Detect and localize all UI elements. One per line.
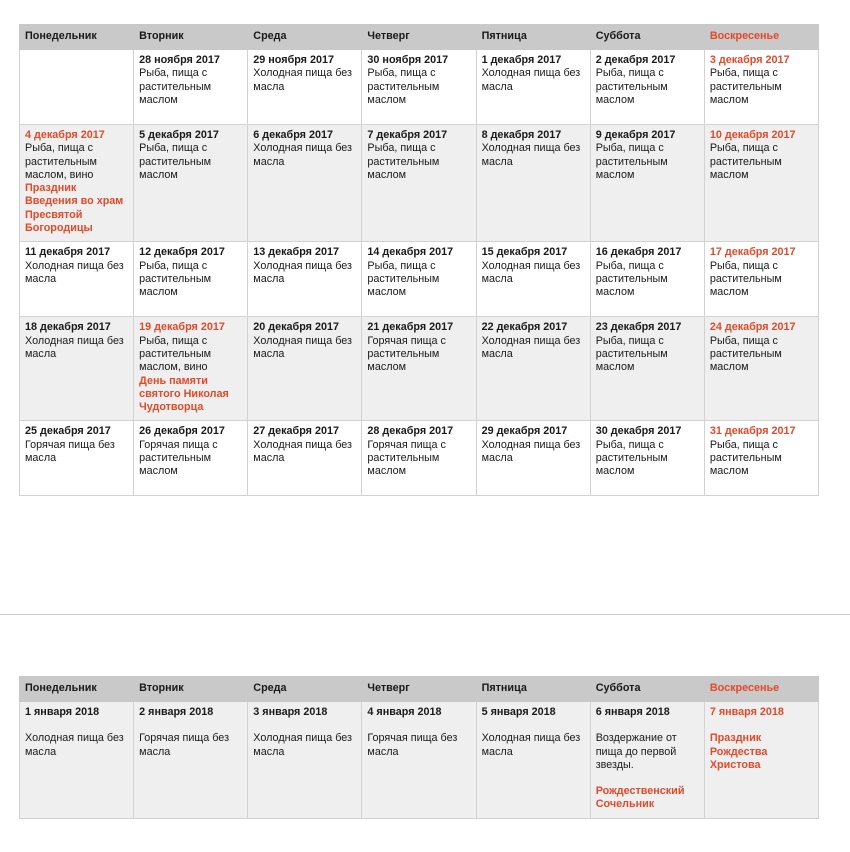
day-cell [20, 421, 134, 496]
day-date: 29 ноября 2017 [253, 54, 335, 66]
fasting-rule: Холодная пища без масла [253, 438, 352, 465]
week-row [20, 317, 819, 421]
day-date: 7 января 2018 [709, 706, 784, 718]
fasting-rule: Рыба, пища с растительным маслом [367, 67, 440, 106]
day-cell [362, 317, 476, 421]
day-cell [704, 702, 818, 819]
day-cell [590, 242, 704, 317]
december-calendar-table [19, 24, 819, 496]
day-date: 16 декабря 2017 [595, 246, 682, 259]
day-cell [704, 421, 818, 496]
fasting-rule: Рыба, пища с растительным маслом [595, 259, 668, 299]
weekday-header: Понедельник [20, 677, 134, 702]
week-row [20, 125, 819, 242]
fasting-rule: Рыба, пища с растительным маслом [139, 259, 212, 299]
day-date: 21 декабря 2017 [367, 321, 454, 334]
feast-day-label: День памяти святого Николая Чудотворца [139, 374, 229, 414]
day-date: 30 ноября 2017 [367, 54, 449, 66]
fasting-rule: Горячая пища без масла [25, 438, 115, 465]
day-cell [248, 242, 362, 317]
day-cell [476, 317, 590, 421]
fasting-rule: Воздержание от пища до первой звезды. [595, 732, 677, 771]
day-cell [704, 50, 818, 125]
day-date: 8 декабря 2017 [481, 129, 562, 141]
fasting-rule: Горячая пища без масла [367, 732, 458, 758]
weekday-header: Пятница [476, 677, 590, 702]
weekday-header: Суббота [590, 677, 704, 702]
day-cell [20, 702, 134, 819]
day-cell [362, 242, 476, 317]
day-date: 6 января 2018 [595, 706, 670, 718]
day-cell [476, 702, 590, 819]
day-date: 6 декабря 2017 [253, 129, 333, 141]
page-divider [0, 614, 850, 615]
fasting-rule: Холодная пища без масла [481, 732, 581, 758]
day-cell [134, 50, 248, 125]
fasting-rule: Холодная пища без масла [253, 334, 352, 360]
day-date: 3 января 2018 [253, 706, 328, 718]
day-cell [134, 702, 248, 819]
day-date: 4 декабря 2017 [25, 129, 105, 141]
fasting-rule: Рыба, пища с растительным маслом [709, 142, 782, 181]
day-cell [590, 50, 704, 125]
january-weeks [20, 702, 819, 819]
day-cell [20, 50, 134, 125]
fasting-rule: Холодная пища без масла [25, 334, 124, 360]
weekday-header: Суббота [590, 25, 704, 50]
weekday-header-sunday: Воскресенье [704, 25, 818, 50]
day-date: 2 января 2018 [139, 706, 214, 718]
week-row [20, 242, 819, 317]
day-date: 30 декабря 2017 [595, 425, 682, 438]
feast-day-label: Праздник Рождества Христова [709, 732, 768, 771]
day-cell [134, 242, 248, 317]
day-cell [476, 125, 590, 242]
day-date: 15 декабря 2017 [481, 246, 568, 259]
day-date: 7 декабря 2017 [367, 129, 448, 141]
day-cell [362, 421, 476, 496]
week-row [20, 50, 819, 125]
day-date: 2 декабря 2017 [595, 54, 676, 66]
fasting-rule: Рыба, пища с растительным маслом [139, 67, 212, 106]
day-cell [590, 702, 704, 819]
week-row [20, 702, 819, 819]
fasting-rule: Рыба, пища с растительным маслом [709, 334, 782, 374]
fasting-rule: Рыба, пища с растительным маслом [709, 438, 782, 478]
weekday-header: Пятница [476, 25, 590, 50]
day-cell [248, 421, 362, 496]
day-date: 20 декабря 2017 [253, 321, 339, 334]
day-cell [590, 421, 704, 496]
day-cell [134, 317, 248, 421]
weekday-header: Вторник [134, 677, 248, 702]
fasting-rule: Горячая пища с растительным маслом [139, 438, 218, 478]
fasting-rule: Холодная пища без масла [253, 259, 352, 285]
day-date: 4 января 2018 [367, 706, 442, 718]
weekday-header-row [20, 25, 819, 50]
day-cell [362, 50, 476, 125]
december-weeks [20, 50, 819, 496]
fasting-rule: Рыба, пища с растительным маслом [595, 67, 668, 106]
day-date: 11 декабря 2017 [25, 246, 111, 259]
day-cell [20, 125, 134, 242]
day-cell [134, 421, 248, 496]
fasting-rule: Холодная пища без масла [253, 732, 352, 758]
day-date: 10 декабря 2017 [709, 129, 796, 141]
day-date: 14 декабря 2017 [367, 246, 454, 259]
weekday-header: Четверг [362, 677, 476, 702]
fasting-rule: Холодная пища без масла [25, 259, 124, 285]
day-date: 23 декабря 2017 [595, 321, 682, 334]
fasting-rule: Холодная пища без масла [481, 438, 581, 465]
day-cell [476, 421, 590, 496]
weekday-header: Среда [248, 677, 362, 702]
day-date: 27 декабря 2017 [253, 425, 339, 438]
day-date: 28 ноября 2017 [139, 54, 220, 66]
day-cell [590, 317, 704, 421]
day-date: 31 декабря 2017 [709, 425, 796, 438]
day-cell [20, 317, 134, 421]
fasting-rule: Рыба, пища с растительным маслом [367, 142, 440, 181]
fasting-rule: Горячая пища с растительным маслом [367, 334, 446, 374]
day-date: 1 декабря 2017 [481, 54, 562, 66]
day-date: 3 декабря 2017 [709, 54, 790, 66]
weekday-header-sunday: Воскресенье [704, 677, 818, 702]
day-date: 26 декабря 2017 [139, 425, 225, 438]
day-date: 29 декабря 2017 [481, 425, 568, 438]
day-cell [248, 125, 362, 242]
weekday-header: Понедельник [20, 25, 134, 50]
day-cell [704, 125, 818, 242]
fasting-rule: Рыба, пища с растительным маслом [709, 259, 782, 299]
day-cell [20, 242, 134, 317]
fasting-rule: Горячая пища с растительным маслом [367, 438, 446, 478]
day-date: 1 января 2018 [25, 706, 100, 718]
day-date: 24 декабря 2017 [709, 321, 796, 334]
fasting-rule: Рыба, пища с растительным маслом [367, 259, 440, 299]
fasting-rule: Холодная пища без масла [481, 67, 581, 93]
week-row [20, 421, 819, 496]
day-cell [704, 242, 818, 317]
day-cell [476, 242, 590, 317]
day-date: 5 декабря 2017 [139, 129, 219, 141]
feast-day-label: Рождественский Сочельник [595, 785, 685, 811]
day-cell [704, 317, 818, 421]
fasting-rule: Холодная пища без масла [481, 259, 581, 285]
day-cell [248, 702, 362, 819]
fasting-rule: Холодная пища без масла [253, 67, 352, 93]
fasting-rule: Рыба, пища с растительным маслом [595, 142, 668, 181]
day-date: 17 декабря 2017 [709, 246, 796, 259]
fasting-rule: Рыба, пища с растительным маслом [595, 334, 668, 374]
day-cell [590, 125, 704, 242]
day-date: 18 декабря 2017 [25, 321, 111, 334]
day-date: 28 декабря 2017 [367, 425, 454, 438]
day-date: 19 декабря 2017 [139, 321, 225, 334]
day-date: 9 декабря 2017 [595, 129, 676, 141]
fasting-rule: Рыба, пища с растительным маслом, вино [25, 142, 97, 181]
day-date: 13 декабря 2017 [253, 246, 339, 259]
day-cell [362, 125, 476, 242]
january-calendar-table [19, 676, 819, 819]
weekday-header: Среда [248, 25, 362, 50]
fasting-rule: Рыба, пища с растительным маслом [139, 142, 212, 181]
fasting-rule: Рыба, пища с растительным маслом, вино [139, 334, 212, 374]
day-cell [362, 702, 476, 819]
fasting-rule: Рыба, пища с растительным маслом [709, 67, 782, 106]
fasting-rule: Холодная пища без масла [253, 142, 352, 168]
day-date: 22 декабря 2017 [481, 321, 568, 334]
day-cell [134, 125, 248, 242]
feast-day-label: Праздник Введения во храм Пресвятой Богородицы [25, 182, 124, 235]
day-date: 5 января 2018 [481, 706, 556, 718]
day-date: 25 декабря 2017 [25, 425, 111, 438]
fasting-rule: Рыба, пища с растительным маслом [595, 438, 668, 478]
fasting-rule: Холодная пища без масла [481, 334, 581, 360]
day-date: 12 декабря 2017 [139, 246, 225, 259]
day-cell [248, 317, 362, 421]
weekday-header: Вторник [134, 25, 248, 50]
fasting-rule: Горячая пища без масла [139, 732, 230, 758]
day-cell [248, 50, 362, 125]
day-cell [476, 50, 590, 125]
fasting-rule: Холодная пища без масла [481, 142, 581, 168]
weekday-header: Четверг [362, 25, 476, 50]
fasting-rule: Холодная пища без масла [25, 732, 124, 758]
weekday-header-row [20, 677, 819, 702]
